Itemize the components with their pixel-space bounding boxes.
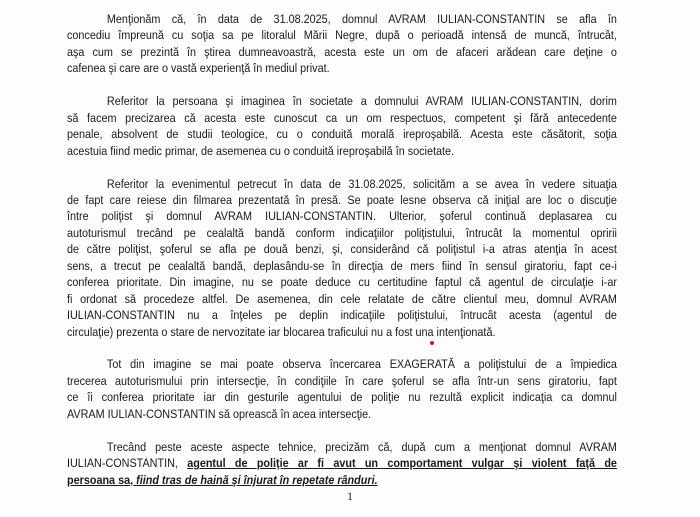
text-segment: de către poliţist, şoferul se afla pe două benzi, şi, considerând că poliţistul i-a atras atenţia în acest [67,242,617,257]
text-line [67,126,617,142]
paragraph-4 [67,356,617,422]
text-line [67,60,617,76]
text-line [67,208,617,224]
paragraph-5 [67,439,617,488]
text-segment: aşa cum se prezintă în ştirea dumneavoastră, acesta este un om de afaceri arădean care deţine o [67,44,617,59]
text-line [67,439,617,455]
text-segment: concediu împreună cu soţia sa pe litoralul Mării Negre, după o perioadă intensă de muncă, întrucât, [67,28,617,43]
text-segment: IULIAN-CONSTANTIN, [67,456,188,471]
text-line [67,27,617,43]
paragraph-1 [67,11,617,77]
text-segment: cafenea şi care are o vastă experienţă în mediul privat. [67,61,330,76]
text-segment: între poliţist şi domnul AVRAM IULIAN-CONSTANTIN. Ulterior, şoferul continuă deplasarea cu [67,209,617,224]
text-segment: Tot din imagine se mai poate observa încercarea EXAGERATĂ a poliţistului de a împiedica [106,357,617,372]
document-body [67,11,617,505]
text-segment: acestuia fiind medic primar, de asemenea cu o conduită ireproşabilă în societate. [67,143,454,158]
text-line [67,455,617,471]
text-segment: circulaţie) prezenta o stare de nervozitate iar blocarea traficului nu a fost una intenţionată. [67,324,496,339]
paragraph-2 [67,93,617,159]
text-line [67,389,617,405]
page-number: 1 [347,489,353,503]
text-segment: să facem precizarea că acesta este cunoscut ca un om respectuos, competent şi fără antecedente [67,110,617,125]
text-segment: Menţionăm că, în data de 31.08.2025, domnul AVRAM IULIAN-CONSTANTIN se afla în [106,12,617,26]
text-line [67,110,617,126]
emphasized-text: agentul de poliţie ar fi avut un comportament vulgar şi violent faţă de [187,456,617,471]
text-segment: IULIAN-CONSTANTIN nu a înţeles pe deplin indicaţiile poliţistului, întrucât acesta (agentul de [67,308,617,323]
text-line [67,225,617,241]
text-line [67,11,617,27]
text-line [67,356,617,372]
text-segment: Referitor la persoana şi imaginea în societate a domnului AVRAM IULIAN-CONSTANTIN, dorim [106,94,617,109]
red-ink-mark [430,341,434,345]
text-segment: de fapt care reiese din filmarea prezentată în presă. Se poate lesne observa că iniţial are loc o discuţie [67,192,617,207]
text-line [67,192,617,208]
text-segment: autoturismul trecând pe cealaltă bandă conform indicaţiilor poliţistului, întrucât la momentul opririi [67,225,617,240]
text-line [67,241,617,257]
text-segment: fi ordonat să procedeze altfel. De asemenea, din cele relatate de către clientul meu, domnul AVRAM [67,291,617,306]
text-line [67,406,617,422]
text-segment: sens, a trecut pe cealaltă bandă, deplasându-se în direcţia de mers fiind în sensul giratoriu, fapt ce-i [67,258,617,273]
text-line [67,176,617,192]
text-line [67,143,617,159]
text-segment: Referitor la evenimentul petrecut în data de 31.08.2025, solicităm a se avea în vedere situaţia [106,176,617,191]
text-line [67,274,617,290]
emphasized-text: fiind tras de haină şi înjurat în repetate rânduri. [136,472,378,487]
text-segment: ce îi conferea prioritate iar din gesturile agentului de poliţie nu rezultă explicit indicaţia ca domnul [67,390,617,405]
text-segment: Trecând peste aceste aspecte tehnice, precizăm că, după cum a menţionat domnul AVRAM [106,439,617,454]
text-segment: trecerea autoturismului prin intersecţie, în condiţiile în care şoferul se afla într-un sens giratoriu, fapt [67,373,617,388]
emphasized-text: persoana sa, [67,472,137,487]
text-segment: AVRAM IULIAN-CONSTANTIN să oprească în acea intersecţie. [67,406,372,421]
text-line [67,258,617,274]
text-line [67,373,617,389]
paragraph-3 [67,176,617,341]
text-line [67,93,617,109]
text-segment: penale, absolvent de studii teologice, cu o conduită morală ireproşabilă. Acesta este căsătorit, soţia [67,127,617,142]
text-line [67,307,617,323]
text-line [67,472,617,488]
text-line [67,291,617,307]
text-line [67,324,617,340]
text-segment: conferea prioritate. Din imagine, nu se poate deduce cu certitudine faptul că agentul de circulaţie i-ar [67,275,617,290]
text-line [67,44,617,60]
